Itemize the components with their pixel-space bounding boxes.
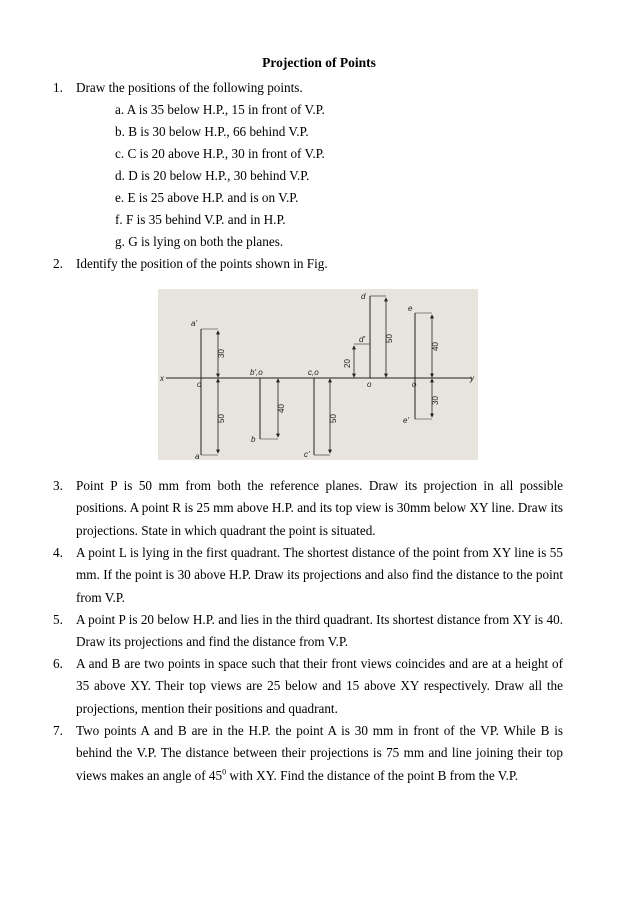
degree-superscript: 0: [222, 767, 227, 777]
label-o2: o: [367, 380, 372, 389]
dim-e-down-text: 30: [431, 396, 440, 405]
label-c-o: c,o: [308, 368, 319, 377]
question-6: [53, 653, 563, 720]
question-text: A point L is lying in the first quadrant. The shortest distance of the point from XY line is 55 mm. If the point is 30 above H.P. Draw its projections and also find the distance to the point from V.P.: [76, 545, 563, 605]
question-number: 1.: [53, 80, 63, 95]
question-3: [53, 475, 563, 542]
label-d-prime: d': [359, 335, 365, 344]
page-title: Projection of Points: [262, 55, 376, 70]
question-2: [53, 253, 563, 275]
label-d: d: [361, 292, 366, 301]
question-text: Draw the positions of the following points.: [76, 80, 303, 95]
axis-y-label: y: [470, 374, 474, 383]
question-text: Point P is 50 mm from both the reference planes. Draw its projection in all possible positions. A point R is 25 mm above H.P. and its top view is 30mm below XY line. Draw its projections. State in which quadrant the point is situated.: [76, 478, 563, 538]
question-number: 5.: [53, 612, 63, 627]
subitem-f: f. F is 35 behind V.P. and in H.P.: [115, 212, 286, 227]
subitem-e: e. E is 25 above H.P. and is on V.P.: [115, 190, 299, 205]
question-number: 2.: [53, 256, 63, 271]
subitem-c: c. C is 20 above H.P., 30 in front of V.P.: [115, 146, 325, 161]
dim-d-small-text: 20: [343, 359, 352, 368]
subitem-b: b. B is 30 below H.P., 66 behind V.P.: [115, 124, 309, 139]
label-e-prime: e': [403, 416, 409, 425]
dim-d-big-text: 50: [385, 334, 394, 343]
projection-figure: [158, 289, 478, 460]
axis-x-label: x: [160, 374, 164, 383]
label-b-prime-o: b',o: [250, 368, 263, 377]
question-5: [53, 609, 563, 654]
label-a-prime: a': [191, 319, 197, 328]
question-text: Identify the position of the points shown in Fig.: [76, 256, 328, 271]
dim-e-up-text: 40: [431, 342, 440, 351]
question-4: [53, 542, 563, 609]
label-o1: o: [197, 380, 202, 389]
subitem-d: d. D is 20 below H.P., 30 behind V.P.: [115, 168, 310, 183]
dim-c-down-text: 50: [329, 414, 338, 423]
question-number: 4.: [53, 545, 63, 560]
dim-a-down-text: 50: [217, 414, 226, 423]
question-text: A point P is 20 below H.P. and lies in the third quadrant. Its shortest distance from XY is 40. Draw its projections and find the distance from V.P.: [76, 612, 563, 650]
question-7-text-b: with XY. Find the distance of the point B from the V.P.: [226, 767, 519, 783]
dim-b-down-text: 40: [277, 404, 286, 413]
question-number: 7.: [53, 723, 63, 738]
question-number: 3.: [53, 478, 63, 493]
label-b: b: [251, 435, 256, 444]
label-o3: o: [412, 380, 417, 389]
subitem-a: a. A is 35 below H.P., 15 in front of V.P.: [115, 102, 325, 117]
question-text: A and B are two points in space such that their front views coincides and are at a height of 35 above XY. Their top views are 25 below and 15 above XY respectively. Draw all the projections, mention their positions and quadrant.: [76, 656, 563, 716]
question-1: [53, 77, 563, 99]
question-number: 6.: [53, 656, 63, 671]
label-c-prime: c': [304, 450, 310, 459]
dim-a-up-text: 30: [217, 349, 226, 358]
label-a: a: [195, 452, 200, 460]
question-7: [53, 720, 563, 787]
subitem-g: g. G is lying on both the planes.: [115, 234, 284, 249]
label-e: e: [408, 304, 413, 313]
question-text: [76, 720, 563, 787]
question-7-text-a: Two points A and B are in the H.P. the point A is 30 mm in front of the VP. While B is behind the V.P. The distance between their projections is 75 mm and line joining their top views makes an angle of 45: [76, 723, 563, 783]
